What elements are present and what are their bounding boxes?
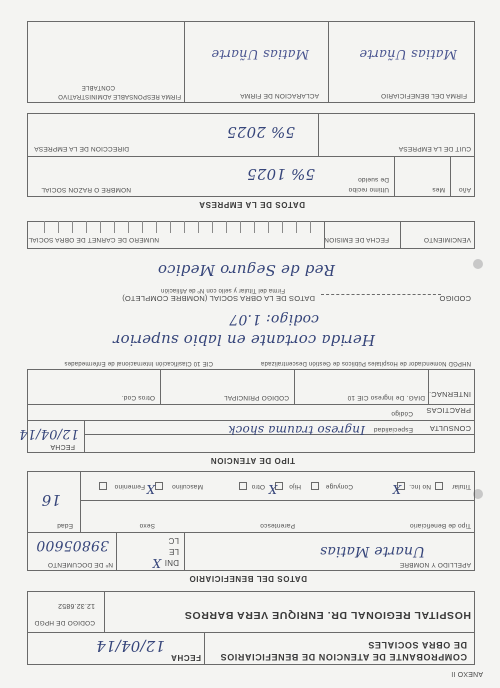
diagnosis-label: DIAG. De Ingreso CIE 10: [347, 394, 425, 401]
attention-date-value: 12/04/14: [19, 426, 79, 441]
anio-label: Año: [458, 186, 471, 193]
doc-title: COMPROBANTE DE ATENCION DE BENEFICIARIOS: [219, 652, 467, 662]
doc-subtitle: DE OBRA SOCIALES: [367, 640, 467, 650]
edad-value: 16: [41, 491, 61, 509]
practicas-codigo-label: Código: [391, 410, 413, 417]
femenino-label: Femenino: [114, 483, 145, 490]
punch-hole: [473, 259, 483, 269]
titular-signature-label: Firma del Titular y sello con Nº de Afiliación: [160, 287, 285, 293]
especialidad-value: Ingreso trauma shock: [227, 423, 365, 437]
masculino-label: Masculino: [171, 483, 203, 490]
beneficiary-section-title: DATOS DEL BENEFICIARIO: [188, 574, 307, 583]
emission-date-label: FECHA DE EMISION: [324, 236, 389, 243]
titular-label: Titular: [451, 483, 471, 490]
hijo-label: Hijo: [289, 483, 301, 490]
parentesco-label: Parentesco: [260, 522, 295, 529]
doc-type-le: LE: [168, 547, 179, 556]
signature-clarification-label: ACLARACION DE FIRMA: [240, 92, 319, 99]
signature-clarification-value: Matias Uñarte: [211, 46, 309, 61]
cuit-label: CUIT DE LA EMPRESA: [398, 145, 471, 152]
codigo-principal-label: CODIGO PRINCIPAL: [223, 394, 289, 401]
internacion-label: INTERNAC.: [428, 390, 471, 399]
obra-social-label: DATOS DE LA OBRA SOCIAL (NOMBRE COMPLETO): [122, 294, 315, 303]
beneficiary-signature-label: FIRMA DEL BENEFICIARIO: [380, 92, 467, 99]
form-sheet: [15, 9, 485, 679]
attention-date-label: FECHA: [50, 443, 75, 450]
masculino-checkbox[interactable]: [155, 482, 163, 490]
company-address-label: DIRECCION DE LA EMPRESA: [34, 145, 129, 152]
company-name-label: NOMBRE O RAZON SOCIAL: [41, 186, 131, 193]
no-inc-label: No Inc.: [409, 483, 431, 490]
especialidad-label: Especialidad: [373, 426, 413, 433]
company-name-value: 5% 1025: [246, 165, 315, 183]
sexo-mark: X: [146, 482, 155, 496]
nomenclador-legend: NHPGD Nomenclador de Hospitales Públicos de Gestión Descentralizada: [260, 360, 471, 366]
sexo-label: Sexo: [139, 522, 155, 529]
mes-label: Mes: [432, 186, 445, 193]
diagnosis-code-value: codigo: 1.07: [229, 311, 319, 327]
doc-number-value: 39805600: [36, 537, 109, 553]
company-address-value: 5% 2025: [226, 123, 295, 141]
cie10-legend: CIE 10 Clasificación Internacional de Enfermedades: [64, 360, 213, 366]
name-label: APELLIDO Y NOMBRE: [399, 561, 471, 568]
annex-title: ANEXO II: [451, 670, 483, 677]
doc-type-dni: DNI: [164, 558, 179, 567]
hospital-name: HOSPITAL REGIONAL DR. ENRIQUE VERA BARROS: [184, 609, 471, 621]
beneficiary-signature: Matias Uñarte: [359, 46, 457, 61]
titular-checkbox[interactable]: [435, 482, 443, 490]
carnet-digit-cells[interactable]: [27, 221, 325, 233]
signature-box: [27, 21, 475, 103]
otro-checkbox[interactable]: [239, 482, 247, 490]
hpgd-label: CODIGO DE HPGD: [34, 619, 95, 626]
otro-label: Otro: [251, 483, 265, 490]
otros-codigos-label: Otros Cod.: [121, 394, 155, 401]
vencimiento-label: VENCIMIENTO: [423, 236, 471, 243]
doc-type-lc: LC: [168, 536, 179, 545]
consulta-label: CONSULTA: [429, 424, 471, 433]
admin-signature-label: FIRMA RESPONSABLE ADMINISTRATIVO: [58, 93, 181, 99]
doc-type-mark: X: [152, 556, 161, 570]
carnet-number-label: NUMERO DE CARNET DE OBRA SOCIAL: [28, 236, 159, 243]
header-date-label: FECHA: [170, 653, 201, 662]
hpgd-value: 12.32.6852: [57, 602, 95, 609]
attention-section-title: TIPO DE ATENCION: [210, 456, 295, 465]
femenino-checkbox[interactable]: [99, 482, 107, 490]
doc-number-label: Nº DE DOCUMENTO: [47, 561, 113, 568]
beneficiary-type-mark: X: [392, 482, 401, 496]
obra-social-value: Red de Seguro Medico: [157, 261, 335, 279]
ultimo-recibo-label: Ultimo recibo: [348, 186, 389, 193]
header-date-value: 12/04/14: [96, 637, 165, 655]
practicas-label: PRACTICAS: [426, 406, 471, 415]
edad-label: Edad: [57, 522, 73, 529]
diagnosis-value: Herida cortante en labio superior: [113, 331, 375, 349]
name-value: Unarte Matias: [319, 543, 425, 559]
sueldo-label: De sueldo: [357, 176, 389, 183]
parentesco-mark: X: [268, 482, 277, 496]
conyuge-label: Conyuge: [325, 483, 353, 490]
obra-social-code-label: CODIGO: [439, 294, 471, 303]
conyuge-checkbox[interactable]: [311, 482, 319, 490]
empresa-section-title: DATOS DE LA EMPRESA: [198, 200, 305, 209]
beneficiary-type-label: Tipo de Beneficiario: [409, 522, 471, 529]
contable-label: CONTABLE: [81, 84, 115, 90]
